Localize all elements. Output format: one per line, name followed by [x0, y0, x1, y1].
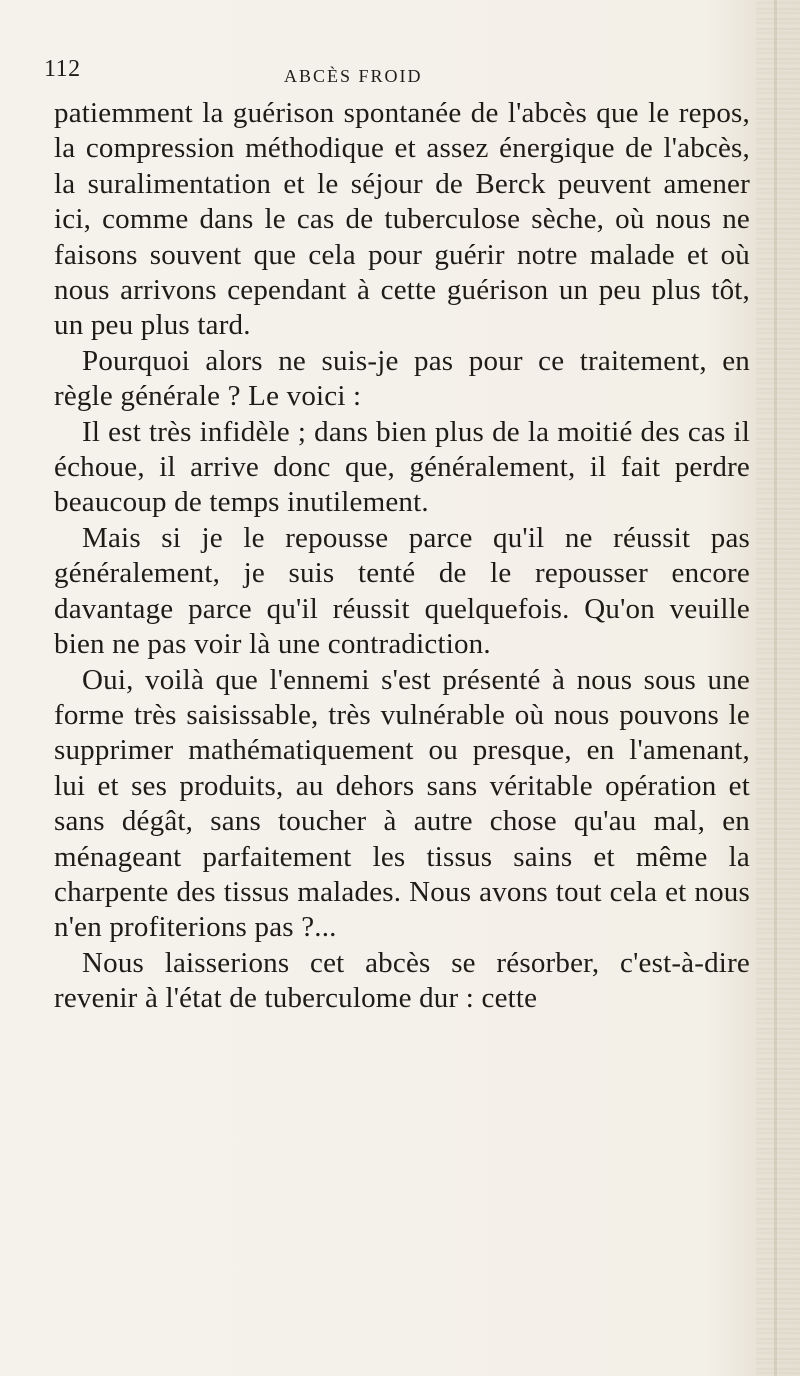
- page-number: 112: [44, 56, 81, 82]
- paragraph: Nous laisserions cet abcès se résorber, c'est-à-dire revenir à l'état de tuberculome dur : cette: [54, 946, 750, 1015]
- running-head: ABCÈS FROID: [284, 66, 423, 86]
- paragraph: Mais si je le repousse parce qu'il ne réussit pas généralement, je suis tenté de le repousser encore davantage parce qu'il réussit quelquefois. Qu'on veuille bien ne pas voir là une contradiction.: [54, 521, 750, 661]
- page-edge: [756, 0, 800, 1376]
- paragraph: Il est très infidèle ; dans bien plus de la moitié des cas il échoue, il arrive donc que, généralement, il fait perdre beaucoup de temps inutilement.: [54, 415, 750, 519]
- paragraph: Pourquoi alors ne suis-je pas pour ce traitement, en règle générale ? Le voici :: [54, 344, 750, 413]
- paragraph: patiemment la guérison spontanée de l'abcès que le repos, la compression méthodique et assez énergique de l'abcès, la suralimentation et le séjour de Berck peuvent amener ici, comme dans le cas de tuberculose sèche, où nous ne faisons souvent que cela pour guérir notre malade et où nous arrivons cependant à cette guérison un peu plus tôt, un peu plus tard.: [54, 97, 750, 342]
- paragraph: Oui, voilà que l'ennemi s'est présenté à nous sous une forme très saisissable, très vulnérable où nous pouvons le supprimer mathématiquement ou presque, en l'amenant, lui et ses produits, au dehors sans véritable opération et sans dégât, sans toucher à autre chose qu'au mal, en ménageant parfaitement les tissus sains et même la charpente des tissus malades. Nous avons tout cela et nous n'en profiterions pas ?...: [54, 663, 750, 944]
- body-text: [54, 96, 750, 1017]
